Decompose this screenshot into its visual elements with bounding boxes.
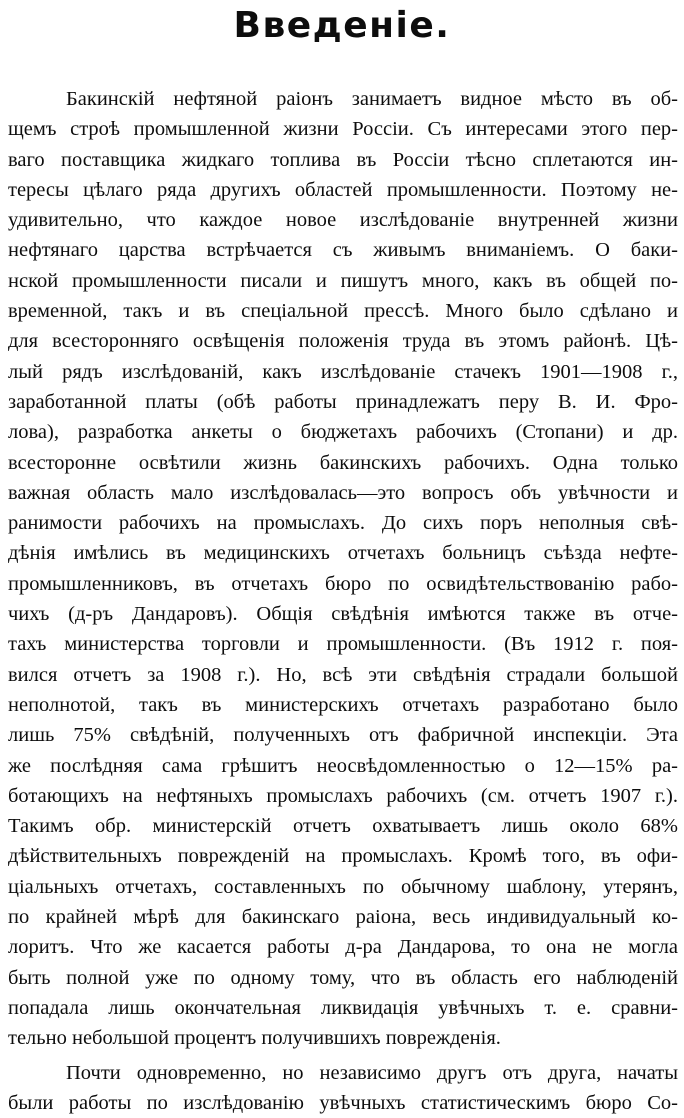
text-line: ранимости рабочихъ на промыслахъ. До сихъ поръ неполныя свѣ- [8,508,678,538]
page-title: Введеніе. [0,4,684,48]
text-line: чихъ (д-ръ Дандаровъ). Общія свѣдѣнія имѣются также въ отче- [8,599,678,629]
text-line: важная область мало изслѣдовалась—это вопросъ объ увѣчности и [8,478,678,508]
text-line: заработанной платы (обѣ работы принадлежатъ перу В. И. Фро- [8,387,678,417]
body-text [8,84,678,1118]
text-line: по крайней мѣрѣ для бакинскаго раіона, весь индивидуальный ко- [8,902,678,932]
text-line: Бакинскій нефтяной раіонъ занимаетъ видное мѣсто въ об- [8,84,678,114]
text-line: же послѣдняя сама грѣшитъ неосвѣдомленностью о 12—15% ра- [8,751,678,781]
text-line: ваго поставщика жидкаго топлива въ Россіи тѣсно сплетаются ин- [8,145,678,175]
text-line: неполнотой, такъ въ министерскихъ отчетахъ разработано было [8,690,678,720]
text-line: тересы цѣлаго ряда другихъ областей промышленности. Поэтому не- [8,175,678,205]
text-line: быть полной уже по одному тому, что въ область его наблюденій [8,963,678,993]
text-line: ботающихъ на нефтяныхъ промыслахъ рабочихъ (см. отчетъ 1907 г.). [8,781,678,811]
paragraph-1 [8,84,678,1054]
text-line: лоритъ. Что же касается работы д-ра Дандарова, то она не могла [8,932,678,962]
text-line: промышленниковъ, въ отчетахъ бюро по освидѣтельствованію рабо- [8,569,678,599]
text-line: временной, такъ и въ спеціальной прессѣ. Много было сдѣлано и [8,296,678,326]
paragraph-2 [8,1058,678,1118]
text-line: попадала лишь окончательная ликвидація увѣчныхъ т. е. сравни- [8,993,678,1023]
text-line: дѣйствительныхъ поврежденій на промыслахъ. Кромѣ того, въ офи- [8,841,678,871]
text-line: лишь 75% свѣдѣній, полученныхъ отъ фабричной инспекціи. Эта [8,720,678,750]
text-line: щемъ строѣ промышленной жизни Россіи. Съ интересами этого пер- [8,114,678,144]
text-line: дѣнія имѣлись въ медицинскихъ отчетахъ больницъ съѣзда нефте- [8,538,678,568]
text-line: лый рядъ изслѣдованій, какъ изслѣдованіе стачекъ 1901—1908 г., [8,357,678,387]
text-line: всесторонне освѣтили жизнь бакинскихъ рабочихъ. Одна только [8,448,678,478]
text-line: нефтянаго царства встрѣчается съ живымъ вниманіемъ. О баки- [8,235,678,265]
text-line: тахъ министерства торговли и промышленности. (Въ 1912 г. поя- [8,629,678,659]
text-line: были работы по изслѣдованію увѣчныхъ статистическимъ бюро Со- [8,1088,678,1118]
text-line: для всесторонняго освѣщенія положенія труда въ этомъ районѣ. Цѣ- [8,326,678,356]
text-line: удивительно, что каждое новое изслѣдованіе внутренней жизни [8,205,678,235]
text-line: Почти одновременно, но независимо другъ отъ друга, начаты [8,1058,678,1088]
text-line: лова), разработка анкеты о бюджетахъ рабочихъ (Стопани) и др. [8,417,678,447]
text-line: ціальныхъ отчетахъ, составленныхъ по обычному шаблону, утерянъ, [8,872,678,902]
text-line: тельно небольшой процентъ получившихъ поврежденія. [8,1023,678,1053]
text-line: Такимъ обр. министерскій отчетъ охватываетъ лишь около 68% [8,811,678,841]
text-line: нской промышленности писали и пишутъ много, какъ въ общей по- [8,266,678,296]
text-line: вился отчетъ за 1908 г.). Но, всѣ эти свѣдѣнія страдали большой [8,660,678,690]
